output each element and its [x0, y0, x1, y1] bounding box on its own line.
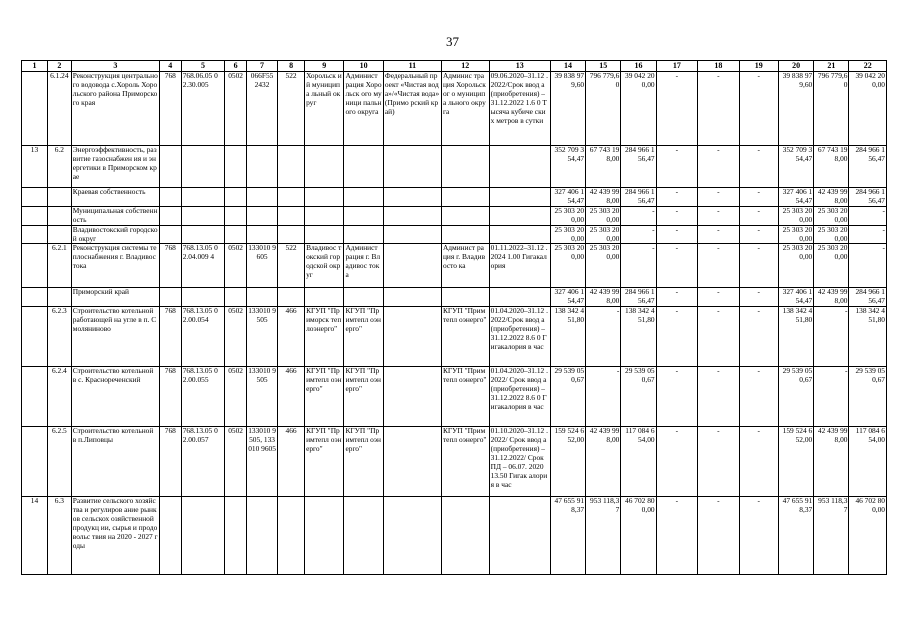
table-cell-col11 [383, 188, 441, 207]
table-cell-col5: 768.06.05 02.30.005 [181, 72, 225, 146]
table-cell-col20: 25 303 20 0,00 [778, 244, 813, 288]
table-cell-col4: 768 [159, 72, 181, 146]
col-header: 18 [698, 61, 739, 72]
table-cell-col6 [225, 146, 247, 188]
table-cell-col10: Админист рация Хорольск ого муници пального округа [344, 72, 383, 146]
table-cell-col20: 159 524 6 52,00 [778, 427, 813, 497]
table-cell-col3: Приморский край [71, 288, 159, 307]
table-cell-col4: 768 [159, 367, 181, 427]
table-cell-col3: Строительство котельной в с. Краснореченский [71, 367, 159, 427]
table-cell-col12 [441, 225, 489, 244]
table-cell-col17: - [656, 225, 697, 244]
table-cell-col15: 42 439 99 8,00 [586, 427, 621, 497]
table-cell-col19: - [739, 307, 778, 367]
table-cell-col2: 6.2.3 [47, 307, 71, 367]
table-cell-col2: 6.2.5 [47, 427, 71, 497]
table-cell-col12 [441, 288, 489, 307]
table-cell-col7 [247, 188, 278, 207]
table-cell-col1 [22, 244, 48, 288]
table-cell-col9: КГУП "Приморск теплоэнерго" [305, 307, 344, 367]
table-row [22, 72, 887, 146]
table-cell-col14: 138 342 4 51,80 [550, 307, 585, 367]
table-cell-col2: 6.2 [47, 146, 71, 188]
table-cell-col4 [159, 206, 181, 225]
table-cell-col3: Строительство котельной работающей на угле в п. Смоляниново [71, 307, 159, 367]
table-cell-col18: - [698, 146, 739, 188]
table-cell-col2: 6.3 [47, 497, 71, 575]
table-cell-col21: 42 439 99 8,00 [814, 188, 849, 207]
col-header: 20 [778, 61, 813, 72]
table-cell-col9 [305, 206, 344, 225]
col-header: 14 [550, 61, 585, 72]
table-cell-col19: - [739, 225, 778, 244]
col-header: 5 [181, 61, 225, 72]
table-cell-col6 [225, 225, 247, 244]
table-cell-col11 [383, 427, 441, 497]
table-cell-col3: Владивостокский городской округ [72, 225, 158, 243]
table-cell-col10 [344, 497, 383, 575]
table-cell-col10 [344, 146, 383, 188]
table-cell-col13: 01.04.2020–31.12 .2022/Срок ввод а (приобретения) – 31.12.2022 8.6 0 Гигакалория в час [489, 307, 550, 367]
table-cell-col5 [181, 288, 225, 307]
table-cell-col12 [441, 146, 489, 188]
table-cell-col1: 14 [22, 497, 48, 575]
table-cell-col15: 953 118,3 7 [586, 497, 621, 575]
col-header: 2 [47, 61, 71, 72]
table-cell-col21: 25 303 20 0,00 [814, 206, 849, 225]
table-cell-col16: - [621, 244, 656, 288]
table-cell-col2: 6.2.1 [47, 244, 71, 288]
table-cell-col5 [181, 188, 225, 207]
table-cell-col8 [278, 497, 305, 575]
col-header: 19 [739, 61, 778, 72]
table-cell-col16: 29 539 05 0,67 [621, 367, 656, 427]
table-cell-col22: 284 966 1 56,47 [849, 288, 887, 307]
table-cell-col20: 39 838 97 9,60 [778, 72, 813, 146]
table-cell-col9 [305, 225, 344, 244]
col-header: 15 [586, 61, 621, 72]
table-cell-col14: 39 838 97 9,60 [550, 72, 585, 146]
table-cell-col17: - [656, 307, 697, 367]
table-cell-col18: - [698, 307, 739, 367]
table-cell-col18: - [698, 497, 739, 575]
table-cell-col13 [489, 288, 550, 307]
table-cell-col6 [225, 188, 247, 207]
table-cell-col9 [305, 497, 344, 575]
table-body [22, 72, 887, 575]
table-cell-col12: Админист рация г. Владивосто ка [441, 244, 489, 288]
table-cell-col11 [383, 225, 441, 244]
table-cell-col22: 39 042 20 0,00 [849, 72, 887, 146]
table-cell-col12 [441, 497, 489, 575]
table-cell-col20: 25 303 20 0,00 [778, 225, 813, 244]
table-cell-col2 [47, 188, 71, 207]
table-cell-col5: 768.13.05 02.00.054 [181, 307, 225, 367]
table-cell-col14: 327 406 1 54,47 [550, 188, 585, 207]
table-cell-col7 [247, 206, 278, 225]
table-row [22, 307, 887, 367]
header-row [22, 61, 887, 72]
table-cell-col9: Хорольск ий муниципа льный округ [305, 72, 344, 146]
table-cell-col15: 42 439 99 8,00 [586, 188, 621, 207]
table-cell-col8: 522 [278, 72, 305, 146]
table-cell-col4 [159, 146, 181, 188]
table-cell-col8: 522 [278, 244, 305, 288]
table-row [22, 497, 887, 575]
table-cell-col21: 25 303 20 0,00 [814, 225, 849, 244]
table-cell-col14: 25 303 20 0,00 [550, 225, 585, 244]
table-row [22, 188, 887, 207]
table-cell-col4 [159, 225, 181, 244]
table-cell-col8: 466 [278, 427, 305, 497]
table-cell-col19: - [739, 497, 778, 575]
table-cell-col11 [383, 206, 441, 225]
table-cell-col6 [225, 497, 247, 575]
table-cell-col20: 138 342 4 51,80 [778, 307, 813, 367]
table-cell-col10: Админист рация г. Владивос тока [344, 244, 383, 288]
col-header: 8 [278, 61, 305, 72]
table-cell-col2 [47, 206, 71, 225]
table-cell-col4: 768 [159, 307, 181, 367]
table-cell-col20: 47 655 91 8,37 [778, 497, 813, 575]
table-cell-col19: - [739, 367, 778, 427]
col-header: 16 [621, 61, 656, 72]
table-cell-col4 [159, 188, 181, 207]
table-cell-col21: - [814, 307, 849, 367]
table-cell-col15: 67 743 19 8,00 [586, 146, 621, 188]
table-cell-col21: 42 439 99 8,00 [814, 427, 849, 497]
table-cell-col12: КГУП "Примтепл оэнерго" [441, 367, 489, 427]
table-cell-col16: - [621, 206, 656, 225]
table-cell-col18: - [698, 225, 739, 244]
table-cell-col8: 466 [278, 367, 305, 427]
table-cell-col11 [383, 288, 441, 307]
table-cell-col10 [344, 188, 383, 207]
table-cell-col5 [181, 206, 225, 225]
table-cell-col9 [305, 188, 344, 207]
table-cell-col14: 159 524 6 52,00 [550, 427, 585, 497]
col-header: 12 [441, 61, 489, 72]
table-cell-col21: 953 118,3 7 [814, 497, 849, 575]
table-cell-col10: КГУП "Примтепл оэнерго" [344, 307, 383, 367]
table-cell-col13 [489, 225, 550, 244]
table-cell-col15: - [586, 307, 621, 367]
table-cell-col17: - [656, 288, 697, 307]
table-cell-col1 [22, 225, 48, 244]
table-cell-col17: - [656, 188, 697, 207]
table-cell-col3: Строительство котельной в п.Липовцы [71, 427, 159, 497]
table-row [22, 146, 887, 188]
table-cell-col9 [305, 146, 344, 188]
col-header: 7 [247, 61, 278, 72]
table-cell-col13: 09.06.2020–31.12 .2022/Срок ввод а (приобретения) – 31.12.2022 1.6 0 Тысяча кубиче ских метров в сутки [489, 72, 550, 146]
table-cell-col13: 01.04.2020–31.12 .2022/ Срок ввод а (приобретения) – 31.12.2022 8.6 0 Гигакалория в час [489, 367, 550, 427]
table-cell-col17: - [656, 146, 697, 188]
table-cell-col18: - [698, 427, 739, 497]
table-row [22, 225, 887, 244]
table-cell-col10 [344, 288, 383, 307]
table-cell-col1 [22, 307, 48, 367]
table-cell-col8 [278, 146, 305, 188]
table-cell-col6 [225, 288, 247, 307]
table-cell-col8 [278, 206, 305, 225]
table-cell-col8 [278, 225, 305, 244]
table-cell-col2 [47, 225, 71, 244]
table-cell-col15: 796 779,6 0 [586, 72, 621, 146]
page-number: 37 [446, 34, 459, 49]
table-cell-col20: 25 303 20 0,00 [778, 206, 813, 225]
table-cell-col18: - [698, 206, 739, 225]
table-cell-col8 [278, 188, 305, 207]
table-cell-col12: КГУП "Примтепл оэнерго" [441, 307, 489, 367]
table-cell-col12 [441, 206, 489, 225]
table-cell-col9 [305, 288, 344, 307]
table-cell-col8 [278, 288, 305, 307]
table-cell-col6: 0502 [225, 244, 247, 288]
col-header: 13 [489, 61, 550, 72]
table-cell-col9: КГУП "Примтепл оэнерго" [305, 367, 344, 427]
table-cell-col22: 29 539 05 0,67 [849, 367, 887, 427]
table-cell-col15: 25 303 20 0,00 [586, 206, 621, 225]
table-cell-col18: - [698, 244, 739, 288]
table-cell-col5: 768.13.05 02.04.009 4 [181, 244, 225, 288]
table-cell-col19: - [739, 206, 778, 225]
table-cell-col13: 01.11.2022–31.12 .2024 1.00 Гигакалория [489, 244, 550, 288]
table-cell-col22: 117 084 6 54,00 [849, 427, 887, 497]
table-cell-col13: 01.10.2020–31.12 .2022/ Срок ввод а (приобретения) – 31.12.2022/ СрокПД – 06.07. 2020 13.50 Гигак алория в час [489, 427, 550, 497]
table-cell-col9: КГУП "Примтепл оэнерго" [305, 427, 344, 497]
table-cell-col1 [22, 288, 48, 307]
table-cell-col11 [383, 497, 441, 575]
table-row [22, 244, 887, 288]
table-cell-col7 [247, 288, 278, 307]
table-cell-col2: 6.2.4 [47, 367, 71, 427]
table-cell-col7: 133010 9505, 133010 9605 [247, 427, 278, 497]
table-cell-col11 [383, 244, 441, 288]
table-cell-col22: - [849, 225, 887, 244]
table-cell-col17: - [656, 206, 697, 225]
col-header: 21 [814, 61, 849, 72]
table-cell-col11 [383, 307, 441, 367]
table-cell-col16: 39 042 20 0,00 [621, 72, 656, 146]
table-cell-col16: 284 966 1 56,47 [621, 146, 656, 188]
table-cell-col3: Развитие сельского хозяйства и регулиров ание рынков сельскох озяйственной продукц ии, сырья и продовольс твия на 2020 - 2027 годы [71, 497, 159, 575]
table-cell-col20: 352 709 3 54,47 [778, 146, 813, 188]
table-cell-col16: 284 966 1 56,47 [621, 188, 656, 207]
table-cell-col1 [22, 206, 48, 225]
table-cell-col17: - [656, 497, 697, 575]
table-cell-col13 [489, 206, 550, 225]
col-header: 17 [656, 61, 697, 72]
table-cell-col15: 25 303 20 0,00 [586, 225, 621, 244]
table-cell-col21: 25 303 20 0,00 [814, 244, 849, 288]
table-cell-col14: 29 539 05 0,67 [550, 367, 585, 427]
table-cell-col6: 0502 [225, 367, 247, 427]
col-header: 4 [159, 61, 181, 72]
table-cell-col7: 133010 9605 [247, 244, 278, 288]
table-cell-col16: 138 342 4 51,80 [621, 307, 656, 367]
table-cell-col22: 138 342 4 51,80 [849, 307, 887, 367]
table-cell-col11 [383, 146, 441, 188]
table-cell-col22: 284 966 1 56,47 [849, 188, 887, 207]
table-cell-col17: - [656, 72, 697, 146]
table-cell-col15: - [586, 367, 621, 427]
table-cell-col19: - [739, 72, 778, 146]
table-cell-col5 [181, 225, 225, 244]
table-cell-col3: Муниципальная собственность [71, 206, 159, 225]
table-cell-col19: - [739, 288, 778, 307]
table-cell-col5: 768.13.05 02.00.057 [181, 427, 225, 497]
table-cell-col13 [489, 146, 550, 188]
table-cell-col11 [383, 367, 441, 427]
table-cell-col21: 796 779,6 0 [814, 72, 849, 146]
table-cell-col3: Краевая собственность [71, 188, 159, 207]
table-row [22, 427, 887, 497]
table-cell-col22: 284 966 1 56,47 [849, 146, 887, 188]
table-cell-col16: - [621, 225, 656, 244]
table-cell-col4: 768 [159, 427, 181, 497]
table-cell-col3: Энергоэффективность, развитие газоснабжен ия и энергетики в Приморском крае [71, 146, 159, 188]
table-cell-col15: 25 303 20 0,00 [586, 244, 621, 288]
table-cell-col6 [225, 206, 247, 225]
col-header: 9 [305, 61, 344, 72]
col-header: 6 [225, 61, 247, 72]
table-cell-col10 [344, 225, 383, 244]
table-cell-col14: 327 406 1 54,47 [550, 288, 585, 307]
table-cell-col19: - [739, 427, 778, 497]
table-cell-col1 [22, 72, 48, 146]
table-cell-col2: 6.1.24 [47, 72, 71, 146]
table-cell-col5 [181, 146, 225, 188]
table-cell-col17: - [656, 367, 697, 427]
table-cell-col22: 46 702 80 0,00 [849, 497, 887, 575]
table-cell-col17: - [656, 427, 697, 497]
table-cell-col6: 0502 [225, 72, 247, 146]
table-cell-col4 [159, 288, 181, 307]
table-cell-col5: 768.13.05 02.00.055 [181, 367, 225, 427]
table-cell-col3: Реконструкция центрального водовода с.Хороль Хорольского района Приморского края [71, 72, 159, 146]
col-header: 11 [383, 61, 441, 72]
table-row [22, 206, 887, 225]
table-cell-col12 [441, 188, 489, 207]
table-cell-col7 [247, 497, 278, 575]
table-cell-col7 [247, 146, 278, 188]
table-cell-col21: 42 439 99 8,00 [814, 288, 849, 307]
table-cell-col16: 284 966 1 56,47 [621, 288, 656, 307]
table-cell-col7: 066F55 2432 [247, 72, 278, 146]
table-cell-col1 [22, 188, 48, 207]
table-cell-col5 [181, 497, 225, 575]
table-cell-col15: 42 439 99 8,00 [586, 288, 621, 307]
table-cell-col17: - [656, 244, 697, 288]
col-header: 1 [22, 61, 48, 72]
table-cell-col22: - [849, 206, 887, 225]
table-row [22, 367, 887, 427]
table-cell-col21: - [814, 367, 849, 427]
table-cell-col7 [247, 225, 278, 244]
table-cell-col1 [22, 367, 48, 427]
table-cell-col14: 25 303 20 0,00 [550, 206, 585, 225]
table-cell-col16: 46 702 80 0,00 [621, 497, 656, 575]
table-cell-col6: 0502 [225, 427, 247, 497]
table-cell-col4: 768 [159, 244, 181, 288]
table-cell-col18: - [698, 72, 739, 146]
table-cell-col7: 133010 9505 [247, 307, 278, 367]
program-table [21, 60, 887, 575]
table-cell-col19: - [739, 188, 778, 207]
table-cell-col7: 133010 9505 [247, 367, 278, 427]
table-cell-col14: 47 655 91 8,37 [550, 497, 585, 575]
table-cell-col10 [344, 206, 383, 225]
table-cell-col1: 13 [22, 146, 48, 188]
table-cell-col20: 327 406 1 54,47 [778, 288, 813, 307]
table-cell-col12: Админис трация Хорольског о муниципа льного округа [441, 72, 489, 146]
table-cell-col8: 466 [278, 307, 305, 367]
table-cell-col12: КГУП "Примтепл оэнерго" [441, 427, 489, 497]
table-cell-col14: 25 303 20 0,00 [550, 244, 585, 288]
table-cell-col10: КГУП "Примтепл оэнерго" [344, 427, 383, 497]
table-cell-col14: 352 709 3 54,47 [550, 146, 585, 188]
table-cell-col18: - [698, 367, 739, 427]
table-cell-col20: 29 539 05 0,67 [778, 367, 813, 427]
table-cell-col13 [489, 497, 550, 575]
table-cell-col18: - [698, 288, 739, 307]
col-header: 22 [849, 61, 887, 72]
table-row [22, 288, 887, 307]
table-cell-col22: - [849, 244, 887, 288]
table-cell-col20: 327 406 1 54,47 [778, 188, 813, 207]
table-cell-col19: - [739, 244, 778, 288]
table-cell-col3: Реконструкция системы теплоснабжения г. Владивостока [71, 244, 159, 288]
table-cell-col21: 67 743 19 8,00 [814, 146, 849, 188]
table-cell-col16: 117 084 6 54,00 [621, 427, 656, 497]
table-cell-col19: - [739, 146, 778, 188]
col-header: 3 [71, 61, 159, 72]
table-cell-col9: Владивос токский городской округ [305, 244, 344, 288]
table-cell-col1 [22, 427, 48, 497]
table-cell-col13 [489, 188, 550, 207]
table-cell-col4 [159, 497, 181, 575]
table-cell-col6: 0502 [225, 307, 247, 367]
table-cell-col10: КГУП "Примтепл оэнерго" [344, 367, 383, 427]
table-cell-col18: - [698, 188, 739, 207]
table-cell-col2 [47, 288, 71, 307]
table-cell-col11: Федеральный проект «Чистая вода»/«Чистая вода» (Примо рский край) [383, 72, 441, 146]
col-header: 10 [344, 61, 383, 72]
